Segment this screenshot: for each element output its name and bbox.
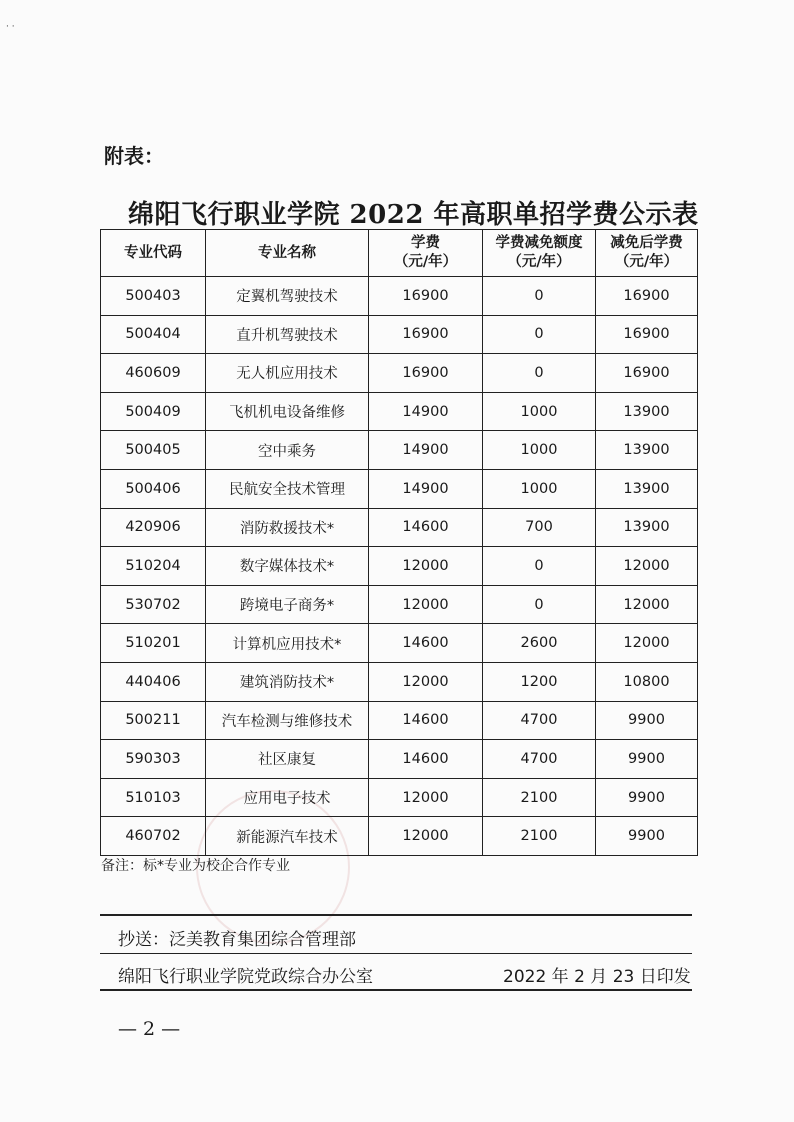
header-fee — [369, 230, 483, 277]
annex-label: 附表： — [104, 144, 164, 168]
table-row — [101, 662, 698, 701]
cell-code: 500405 — [101, 431, 206, 470]
cell-code: 500211 — [101, 701, 206, 740]
header-final-line1: 减免后学费 — [610, 235, 683, 251]
issue-date: 2022 年 2 月 23 日印发 — [503, 967, 691, 987]
cell-final: 16900 — [596, 354, 698, 393]
cell-name: 跨境电子商务* — [206, 585, 369, 624]
header-fee-line1: 学费 — [411, 235, 440, 251]
cell-final: 9900 — [596, 817, 698, 856]
cell-final: 13900 — [596, 508, 698, 547]
cell-code: 500403 — [101, 277, 206, 316]
cell-code: 500406 — [101, 469, 206, 508]
cell-name: 计算机应用技术* — [206, 624, 369, 663]
cell-final: 13900 — [596, 431, 698, 470]
cell-reduction: 1000 — [483, 392, 596, 431]
cell-final: 16900 — [596, 315, 698, 354]
cell-fee: 14600 — [369, 624, 483, 663]
table-row — [101, 778, 698, 817]
cell-final: 16900 — [596, 277, 698, 316]
cell-code: 590303 — [101, 740, 206, 779]
cell-final: 9900 — [596, 778, 698, 817]
cell-name: 民航安全技术管理 — [206, 469, 369, 508]
cell-name: 消防救援技术* — [206, 508, 369, 547]
cell-fee: 12000 — [369, 778, 483, 817]
cell-name: 应用电子技术 — [206, 778, 369, 817]
table-row — [101, 740, 698, 779]
cell-reduction: 1200 — [483, 662, 596, 701]
header-final-line2: （元/年） — [614, 254, 679, 270]
cell-reduction: 0 — [483, 547, 596, 586]
cell-reduction: 4700 — [483, 740, 596, 779]
cell-code: 530702 — [101, 585, 206, 624]
cell-fee: 12000 — [369, 817, 483, 856]
cell-code: 500409 — [101, 392, 206, 431]
header-fee-line2: （元/年） — [393, 254, 458, 270]
header-reduction — [483, 230, 596, 277]
cell-reduction: 700 — [483, 508, 596, 547]
table-note: 备注：标*专业为校企合作专业 — [101, 858, 290, 874]
table-row — [101, 277, 698, 316]
cell-name: 新能源汽车技术 — [206, 817, 369, 856]
cell-code: 460702 — [101, 817, 206, 856]
cell-name: 社区康复 — [206, 740, 369, 779]
table-row — [101, 547, 698, 586]
table-row — [101, 315, 698, 354]
cell-final: 13900 — [596, 469, 698, 508]
cell-fee: 14900 — [369, 431, 483, 470]
cell-name: 无人机应用技术 — [206, 354, 369, 393]
header-reduction-line2: （元/年） — [507, 254, 571, 270]
table-row — [101, 469, 698, 508]
cell-final: 9900 — [596, 701, 698, 740]
cc-line: 抄送：泛美教育集团综合管理部 — [118, 930, 356, 950]
header-final — [596, 230, 698, 277]
table-header-row — [101, 230, 698, 277]
header-code: 专业代码 — [101, 230, 206, 277]
table-row — [101, 817, 698, 856]
cell-fee: 16900 — [369, 354, 483, 393]
page-number: — 2 — — [118, 1018, 181, 1040]
cell-final: 13900 — [596, 392, 698, 431]
cell-code: 510103 — [101, 778, 206, 817]
cell-code: 420906 — [101, 508, 206, 547]
cell-reduction: 4700 — [483, 701, 596, 740]
cell-reduction: 0 — [483, 354, 596, 393]
cell-fee: 16900 — [369, 315, 483, 354]
cell-fee: 14600 — [369, 508, 483, 547]
cell-fee: 12000 — [369, 547, 483, 586]
cell-reduction: 0 — [483, 585, 596, 624]
cell-final: 9900 — [596, 740, 698, 779]
cell-name: 飞机机电设备维修 — [206, 392, 369, 431]
cell-code: 510204 — [101, 547, 206, 586]
cell-code: 510201 — [101, 624, 206, 663]
cell-final: 12000 — [596, 624, 698, 663]
header-reduction-line1: 学费减免额度 — [495, 235, 583, 251]
cell-name: 汽车检测与维修技术 — [206, 701, 369, 740]
cell-fee: 14900 — [369, 392, 483, 431]
table-row — [101, 392, 698, 431]
divider-line — [100, 989, 692, 991]
divider-line — [100, 914, 692, 916]
cell-fee: 14600 — [369, 740, 483, 779]
cell-fee: 14600 — [369, 701, 483, 740]
cell-fee: 12000 — [369, 662, 483, 701]
cell-final: 10800 — [596, 662, 698, 701]
cell-name: 定翼机驾驶技术 — [206, 277, 369, 316]
cell-name: 直升机驾驶技术 — [206, 315, 369, 354]
table-row — [101, 585, 698, 624]
cell-name: 建筑消防技术* — [206, 662, 369, 701]
cell-reduction: 0 — [483, 315, 596, 354]
cell-code: 440406 — [101, 662, 206, 701]
cell-reduction: 0 — [483, 277, 596, 316]
cell-code: 500404 — [101, 315, 206, 354]
cell-code: 460609 — [101, 354, 206, 393]
corner-mark: · · — [6, 22, 15, 32]
cell-reduction: 1000 — [483, 469, 596, 508]
table-row — [101, 354, 698, 393]
cell-final: 12000 — [596, 585, 698, 624]
cell-fee: 12000 — [369, 585, 483, 624]
document-title: 绵阳飞行职业学院 2022 年高职单招学费公示表 — [128, 200, 699, 230]
table-row — [101, 508, 698, 547]
table-row — [101, 431, 698, 470]
cell-reduction: 1000 — [483, 431, 596, 470]
issuing-office: 绵阳飞行职业学院党政综合办公室 — [118, 967, 373, 987]
table-row — [101, 624, 698, 663]
divider-line — [100, 953, 692, 954]
table-row — [101, 701, 698, 740]
fee-table — [100, 229, 698, 856]
cell-final: 12000 — [596, 547, 698, 586]
cell-fee: 14900 — [369, 469, 483, 508]
cell-name: 空中乘务 — [206, 431, 369, 470]
cell-reduction: 2100 — [483, 817, 596, 856]
cell-reduction: 2600 — [483, 624, 596, 663]
header-name: 专业名称 — [206, 230, 369, 277]
cell-name: 数字媒体技术* — [206, 547, 369, 586]
cell-reduction: 2100 — [483, 778, 596, 817]
cell-fee: 16900 — [369, 277, 483, 316]
